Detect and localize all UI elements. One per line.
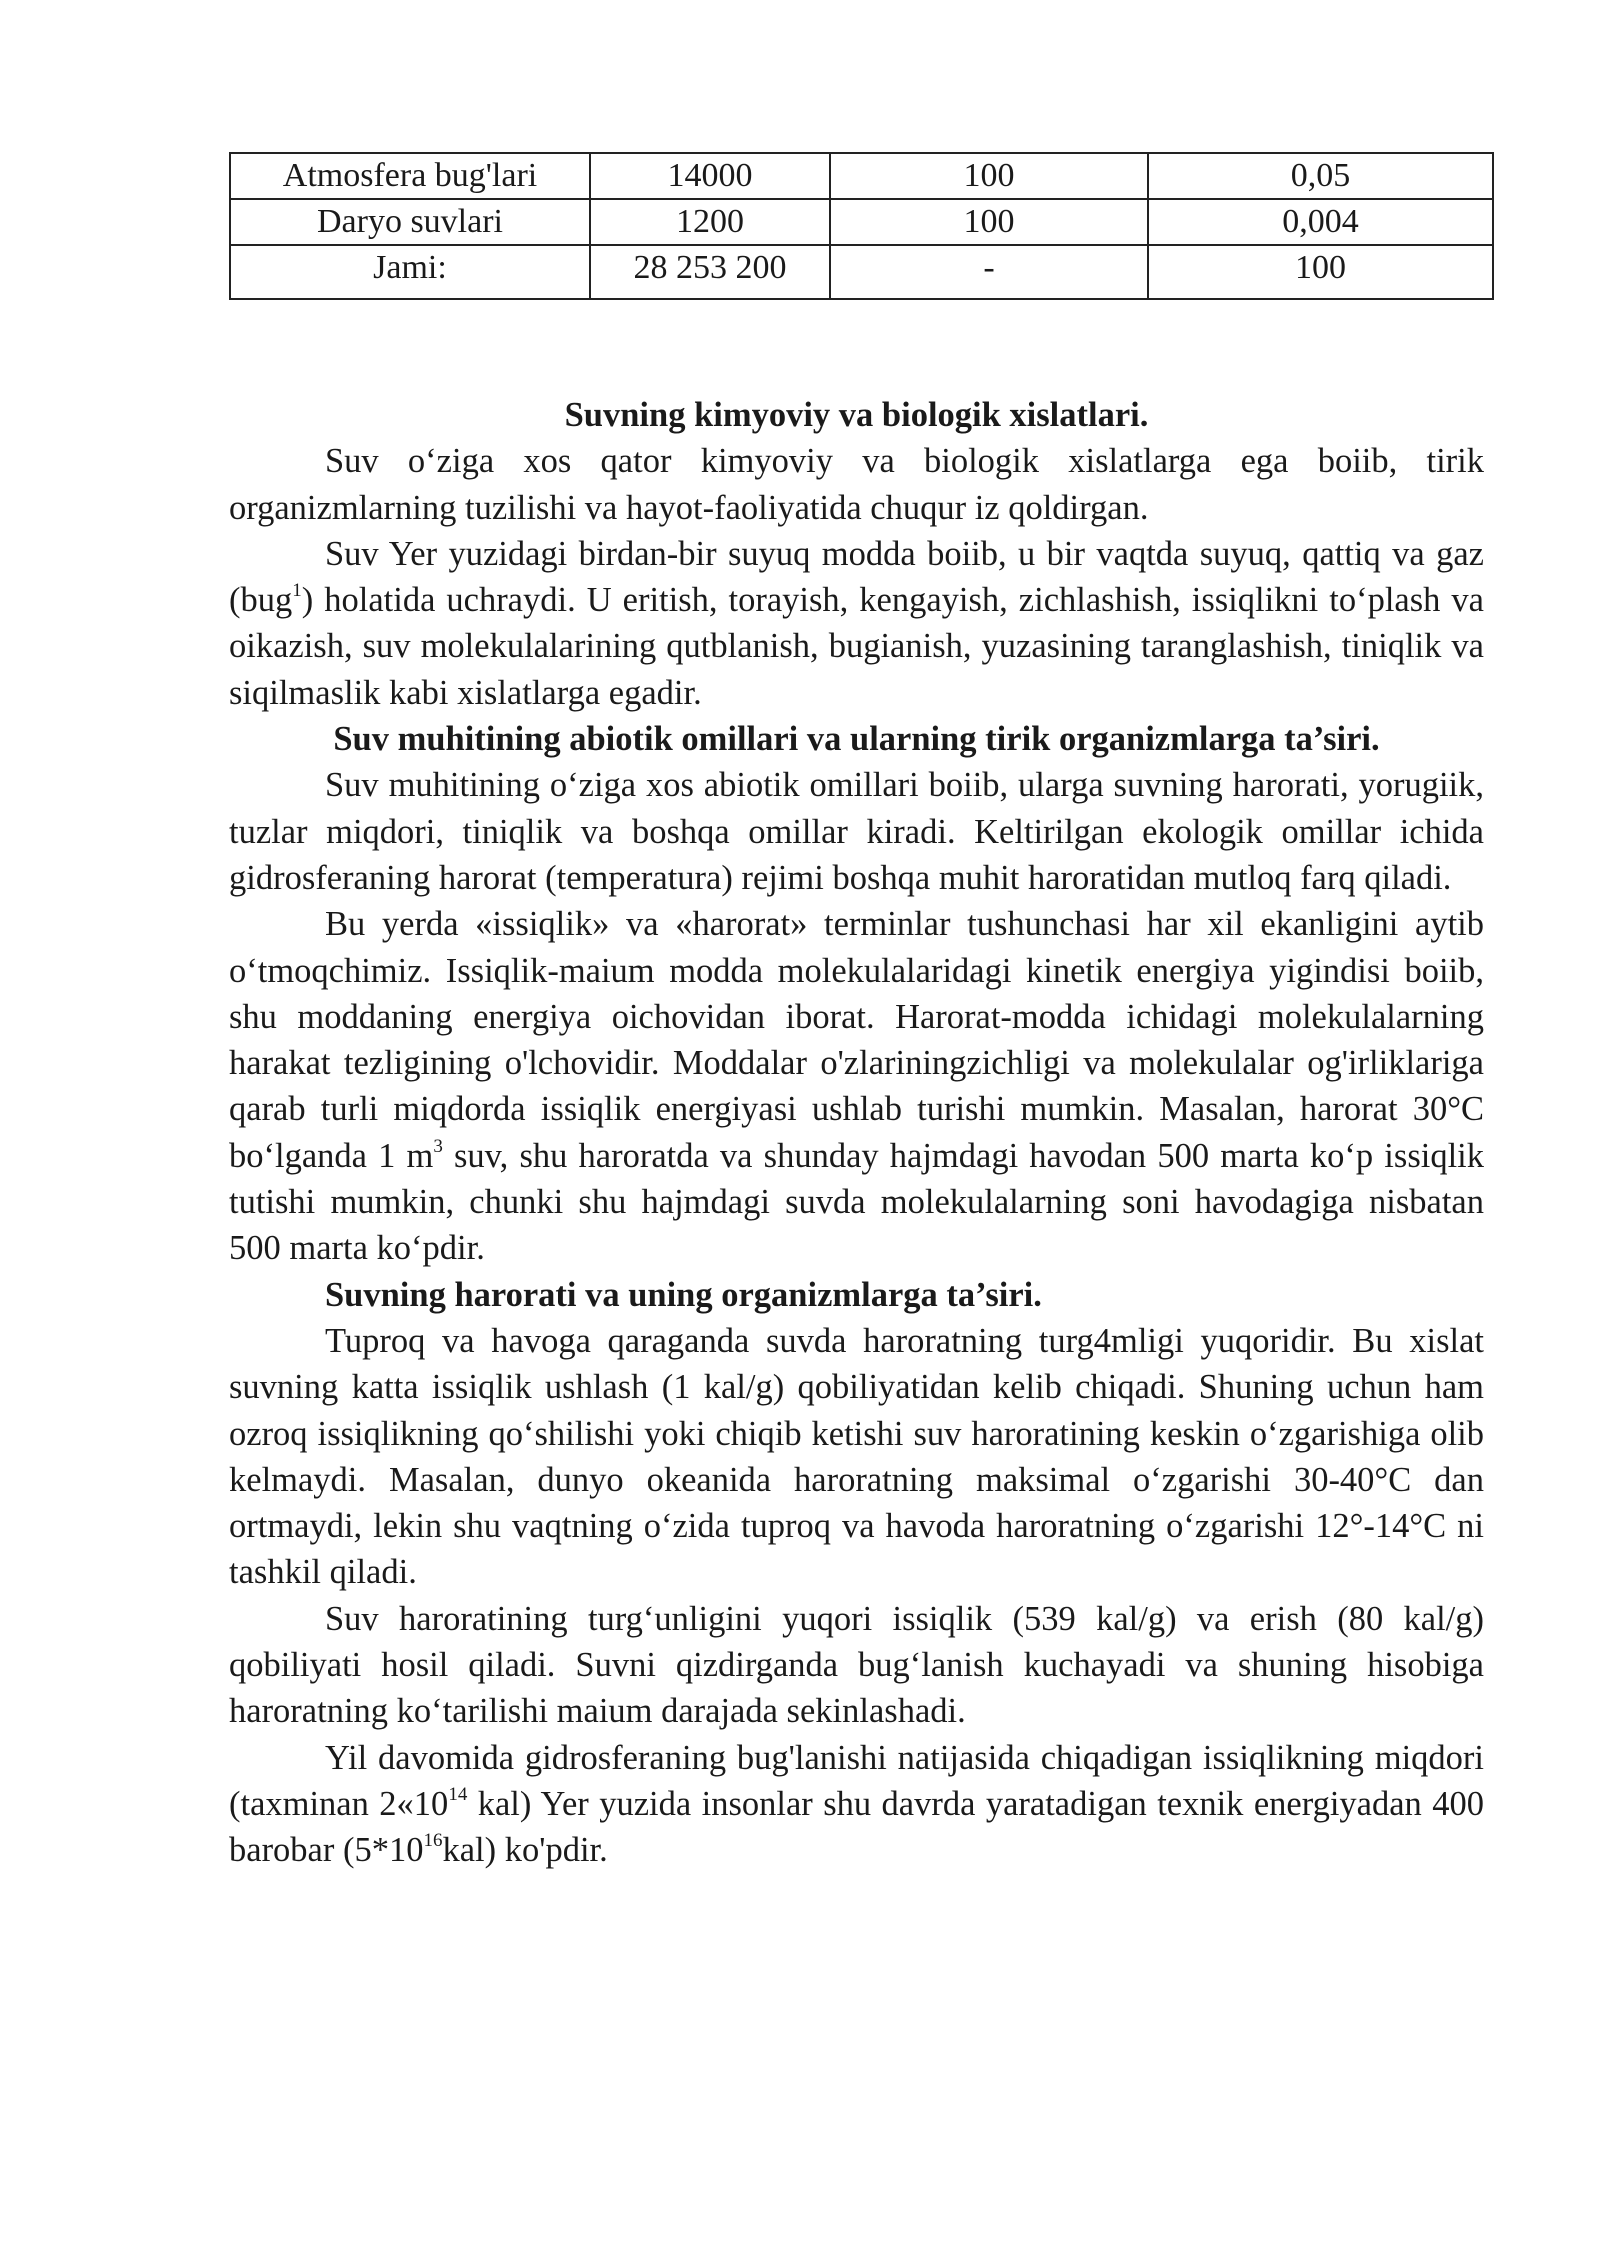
footnote-marker: 1 bbox=[292, 580, 302, 602]
table-cell: 1200 bbox=[590, 199, 830, 245]
paragraph-7-text-c: kal) ko'pdir. bbox=[442, 1831, 608, 1870]
paragraph-4-text-b: suv, shu haroratda va shunday hajmdagi havodan 500 marta ko‘p issiqlik tutishi mumkin, chunki shu hajmdagi suvda molekulalarning soni havodagiga nisbatan 500 marta ko‘pdir. bbox=[229, 1136, 1484, 1268]
heading-water-temperature: Suvning harorati va uning organizmlarga ta’siri. bbox=[325, 1275, 1042, 1314]
table-cell: 100 bbox=[1148, 245, 1493, 299]
table-cell: Daryo suvlari bbox=[230, 199, 590, 245]
paragraph-7 bbox=[229, 1735, 1484, 1874]
paragraph-5: Tuproq va havoga qaraganda suvda haroratning turg4mligi yuqoridir. Bu xislat suvning katta issiqlik ushlash (1 kal/g) qobiliyatidan kelib chiqadi. Shuning uchun ham ozroq issiqlikning qo‘shilishi yoki chiqib ketishi suv haroratining keskin o‘zgarishiga olib kelmaydi. Masalan, dunyo okeanida haroratning maksimal o‘zgarishi 30-40°C dan ortmaydi, lekin shu vaqtning o‘zida tuproq va havoda haroratning o‘zgarishi 12°-14°C ni tashkil qiladi. bbox=[229, 1321, 1484, 1592]
cubic-superscript: 3 bbox=[433, 1135, 443, 1157]
paragraph-2-text-b: ) holatida uchraydi. U eritish, torayish, kengayish, zichlashish, issiqlikni to‘plash va oikazish, suv molekulalarining qutblanish, bugianish, yuzasining taranglashish, tiniqlik va siqilmaslik kabi xislatlarga egadir. bbox=[229, 581, 1484, 712]
table-cell: Atmosfera bug'lari bbox=[230, 153, 590, 199]
paragraph-4-text-a: Bu yerda «issiqlik» va «harorat» terminlar tushunchasi har xil ekanligini aytib o‘tmoqchimiz. Issiqlik-maium modda molekulalaridagi kinetik energiya yigindisi boiib, shu moddaning energiya oichovidan iborat. Harorat-modda ichidagi molekulalarning harakat tezligining o'lchovidir. Moddalar o'zlariningzichligi va molekulalar og'irliklariga qarab turli miqdorda issiqlik energiyasi ushlab turishi mumkin. Masalan, harorat 30°C bo‘lganda 1 m bbox=[229, 905, 1484, 1175]
paragraph-3: Suv muhitining o‘ziga xos abiotik omillari boiib, ularga suvning harorati, yorugiik, tuzlar miqdori, tiniqlik va boshqa omillar kiradi. Keltirilgan ekologik omillar ichida gidrosferaning harorat (temperatura) rejimi boshqa muhit haroratidan mutloq farq qiladi. bbox=[229, 766, 1484, 897]
heading-abiotic-factors: Suv muhitining abiotik omillari va ularning tirik organizmlarga ta’siri. bbox=[333, 720, 1380, 759]
paragraph-6: Suv haroratining turg‘unligini yuqori issiqlik (539 kal/g) va erish (80 kal/g) qobiliyati hosil qiladi. Suvni qizdirganda bug‘lanish kuchayadi va shuning hisobiga haroratning ko‘tarilishi maium darajada sekinlashadi. bbox=[229, 1599, 1484, 1731]
paragraph-4 bbox=[229, 901, 1484, 1271]
table-row bbox=[230, 245, 1493, 299]
table-cell: 14000 bbox=[590, 153, 830, 199]
heading-chemical-biological: Suvning kimyoviy va biologik xislatlari. bbox=[564, 396, 1149, 434]
document-body bbox=[229, 392, 1484, 1874]
table-cell: 100 bbox=[830, 153, 1148, 199]
table-cell: 28 253 200 bbox=[590, 245, 830, 299]
table-cell: - bbox=[830, 245, 1148, 299]
water-distribution-table bbox=[229, 152, 1494, 300]
table-cell: Jami: bbox=[230, 245, 590, 299]
table-cell: 100 bbox=[830, 199, 1148, 245]
table-cell: 0,004 bbox=[1148, 199, 1493, 245]
table-row bbox=[230, 199, 1493, 245]
paragraph-1: Suv o‘ziga xos qator kimyoviy va biologik xislatlarga ega boiib, tirik organizmlarning tuzilishi va hayot-faoliyatida chuqur iz qoldirgan. bbox=[229, 442, 1484, 527]
paragraph-2-text-a: Suv Yer yuzidagi birdan-bir suyuq modda boiib, u bir vaqtda suyuq, qattiq va gaz (bug bbox=[229, 534, 1484, 620]
paragraph-7-text-b: kal) Yer yuzida insonlar shu davrda yaratadigan texnik energiyadan 400 barobar (5*10 bbox=[229, 1784, 1484, 1870]
exponent-14: 14 bbox=[448, 1783, 468, 1805]
table-cell: 0,05 bbox=[1148, 153, 1493, 199]
exponent-16: 16 bbox=[423, 1830, 443, 1852]
paragraph-2 bbox=[229, 531, 1484, 716]
table-row bbox=[230, 153, 1493, 199]
paragraph-7-text-a: Yil davomida gidrosferaning bug'lanishi natijasida chiqadigan issiqlikning miqdori (taxminan 2«10 bbox=[229, 1738, 1484, 1823]
